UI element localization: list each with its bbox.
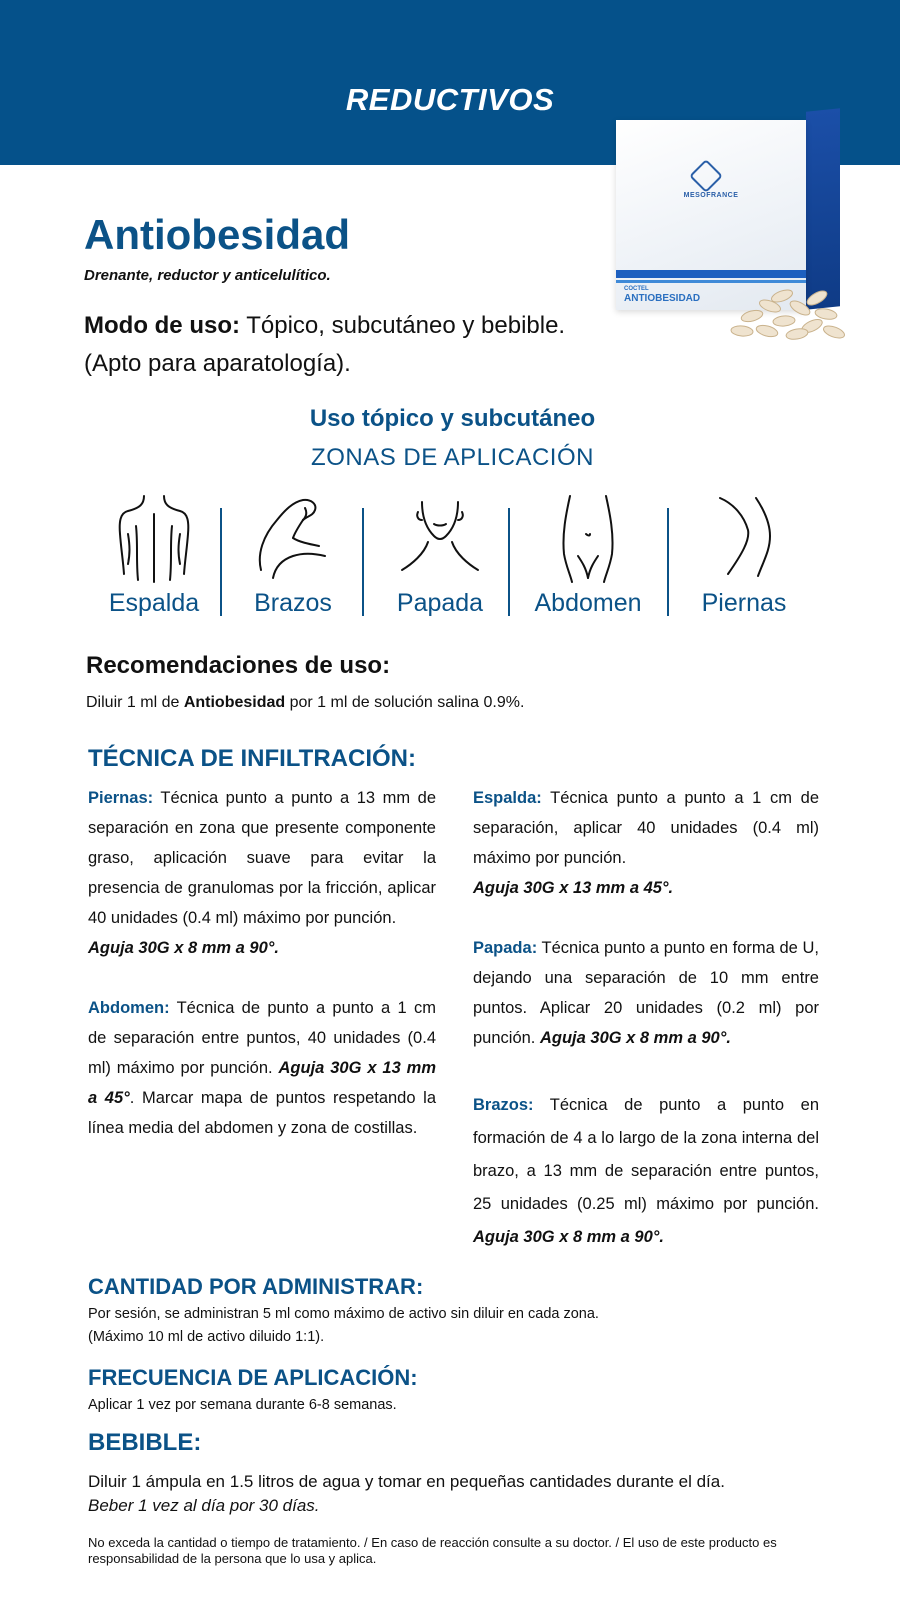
zone-piernas (669, 494, 809, 619)
piernas-text: Técnica punto a punto a 13 mm de separación en zona que presente componente graso, aplicación suave para evitar la presencia de granulomas por la fricción, aplicar 40 unidades (0.4 ml) máximo por punción. (88, 789, 436, 927)
product-name: Antiobesidad (84, 211, 351, 258)
abdomen-label: Abdomen: (88, 999, 170, 1017)
disclaimer: No exceda la cantidad o tiempo de tratamiento. / En caso de reacción consulte a su doctor. / El uso de este producto es responsabilidad de la persona que lo usa y aplica. (88, 1535, 777, 1566)
zone-espalda (79, 494, 219, 619)
recommendations-title: Recomendaciones de uso: (86, 652, 391, 679)
zone-label: Papada (396, 589, 484, 617)
technique-brazos (473, 1089, 819, 1254)
zone-divider (362, 508, 364, 616)
zone-label: Abdomen (534, 589, 642, 617)
technique-espalda (473, 783, 819, 873)
technique-title: TÉCNICA DE INFILTRACIÓN: (88, 745, 416, 772)
box-product: ANTIOBESIDAD (624, 293, 701, 304)
legs-icon (704, 494, 784, 586)
abdomen-text-a: Técnica de punto a punto a 1 cm de separación entre puntos, 40 unidades (0.4 ml) máximo por punción. (88, 999, 436, 1077)
drinkable-text (88, 1470, 819, 1518)
abdomen-icon (548, 494, 628, 586)
box-brand: MESOFRANCE (683, 192, 739, 199)
usage-mode-label: Modo de uso: (84, 312, 240, 339)
brazos-needle: Aguja 30G x 8 mm a 90°. (473, 1228, 664, 1246)
box-line: COCTEL (624, 286, 649, 292)
espalda-text: Técnica punto a punto a 1 cm de separación, aplicar 40 unidades (0.4 ml) máximo por punción. (473, 789, 819, 867)
technique-papada (473, 933, 819, 1053)
drinkable-title: BEBIBLE: (88, 1429, 202, 1456)
zone-label: Brazos (254, 589, 332, 617)
abdomen-needle: Aguja 30G x 13 mm a 45° (88, 1059, 436, 1107)
rec-text-b: por 1 ml de solución salina 0.9%. (285, 694, 525, 711)
zone-label: Espalda (108, 589, 200, 617)
technique-abdomen (88, 993, 436, 1143)
usage-mode-text: Tópico, subcutáneo y bebible. (246, 312, 566, 339)
recommendations-text (86, 694, 524, 712)
papada-label: Papada: (473, 939, 538, 957)
neck-icon (400, 494, 480, 586)
brazos-text: Técnica de punto a punto en formación de 4 a lo largo de la zona interna del brazo, a 13 mm de separación entre puntos, 25 unidades (0.25 ml) máximo por punción. (473, 1096, 819, 1213)
zones-subtitle: ZONAS DE APLICACIÓN (311, 444, 594, 471)
zone-abdomen (513, 494, 653, 619)
zone-papada (365, 494, 505, 619)
drinkable-instructions: Diluir 1 ámpula en 1.5 litros de agua y tomar en pequeñas cantidades durante el día. (88, 1472, 725, 1491)
zone-divider (508, 508, 510, 616)
piernas-label: Piernas: (88, 789, 154, 807)
brand-logo-icon (689, 159, 723, 193)
usage-mode (84, 307, 565, 383)
rec-text-bold: Antiobesidad (183, 694, 286, 711)
back-icon (114, 494, 194, 586)
usage-mode-note: (Apto para aparatología). (84, 350, 351, 377)
quantity-text (88, 1303, 599, 1349)
zones-row (84, 494, 814, 619)
technique-left-column (88, 783, 436, 1143)
product-box-image (612, 108, 852, 348)
frequency-title: FRECUENCIA DE APLICACIÓN: (88, 1365, 418, 1390)
espalda-label: Espalda: (473, 789, 542, 807)
papada-text: Técnica punto a punto en forma de U, dejando una separación de 10 mm entre puntos. Aplicar 20 unidades (0.2 ml) por punción. (473, 939, 819, 1047)
espalda-needle: Aguja 30G x 13 mm a 45°. (473, 879, 674, 897)
zone-label: Piernas (701, 589, 787, 617)
quantity-line-2: (Máximo 10 ml de activo diluido 1:1). (88, 1329, 325, 1345)
papada-needle: Aguja 30G x 8 mm a 90°. (539, 1029, 731, 1047)
zones-title: Uso tópico y subcutáneo (309, 405, 596, 432)
header-title: REDUCTIVOS (345, 82, 555, 117)
technique-right-column (473, 783, 819, 1254)
rec-text-a: Diluir 1 ml de (86, 694, 184, 711)
drinkable-note: Beber 1 vez al día por 30 días. (88, 1496, 320, 1515)
technique-piernas (88, 783, 436, 933)
brazos-label: Brazos: (473, 1096, 534, 1114)
frequency-text: Aplicar 1 vez por semana durante 6-8 semanas. (88, 1397, 397, 1413)
abdomen-text-b: . Marcar mapa de puntos respetando la línea media del abdomen y zona de costillas. (88, 1089, 436, 1137)
quantity-line-1: Por sesión, se administran 5 ml como máximo de activo sin diluir en cada zona. (88, 1306, 599, 1322)
arm-icon (253, 494, 333, 586)
pills-icon (722, 276, 852, 346)
quantity-title: CANTIDAD POR ADMINISTRAR: (88, 1274, 424, 1299)
product-subtitle: Drenante, reductor y anticelulítico. (84, 267, 331, 284)
zone-brazos (218, 494, 358, 619)
piernas-needle: Aguja 30G x 8 mm a 90°. (88, 939, 279, 957)
